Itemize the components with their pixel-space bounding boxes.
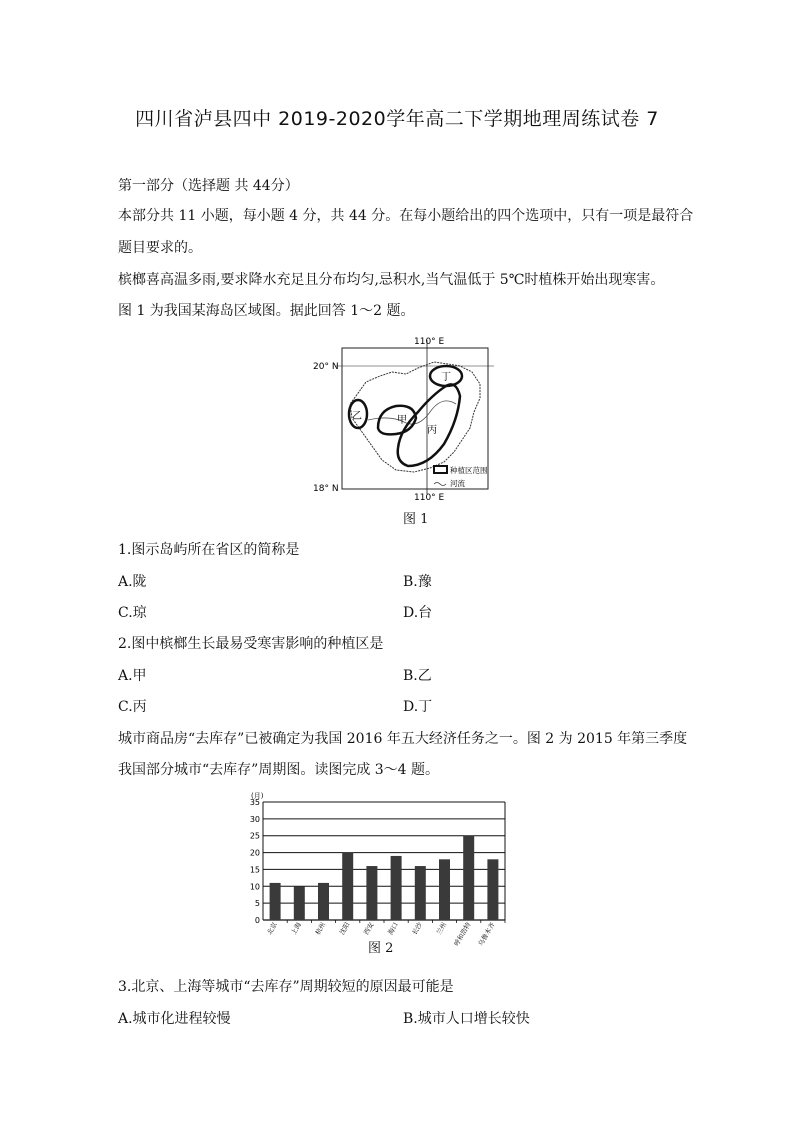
x-category-label: 长沙 — [410, 921, 425, 937]
x-category-label: 上海 — [289, 921, 304, 937]
planting-area-jia — [378, 406, 416, 435]
lat-bottom-label: 18° N — [313, 484, 339, 494]
planting-area-yi — [349, 400, 367, 428]
y-tick-label: 5 — [254, 899, 260, 909]
bar-6 — [391, 856, 402, 920]
y-tick-label: 35 — [249, 798, 260, 807]
y-tick-label: 10 — [249, 882, 260, 892]
region-ding-label: 丁 — [441, 372, 451, 383]
bar-3 — [318, 883, 329, 920]
y-tick-label: 30 — [249, 814, 260, 824]
q1-option-b: B.豫 — [403, 574, 432, 590]
map-frame — [342, 348, 488, 489]
q2-option-a: A.甲 — [118, 668, 147, 684]
island-outline — [350, 362, 480, 472]
lat-top-label: 20° N — [313, 362, 339, 372]
region-bing-label: 丙 — [427, 425, 437, 436]
q2-option-c: C.丙 — [118, 699, 147, 715]
bar-5 — [366, 866, 377, 920]
x-category-label: 呼和浩特 — [452, 921, 473, 948]
passage1-line-1: 槟榔喜高温多雨,要求降水充足且分布均匀,忌积水,当气温低于 5℃时植株开始出现寒害。 — [118, 272, 665, 288]
figure1-caption: 图 1 — [403, 512, 429, 527]
y-axis-unit: (月) — [251, 792, 264, 800]
q1-option-d: D.台 — [403, 605, 433, 621]
region-yi-label: 乙 — [352, 411, 362, 422]
legend-planting-label: 种植区范围 — [450, 466, 488, 475]
x-category-label: 兰州 — [434, 921, 449, 937]
river-line — [368, 401, 456, 424]
figure2-caption: 图 2 — [368, 941, 394, 956]
lon-top-label: 110° E — [414, 337, 445, 347]
x-category-label: 西安 — [362, 921, 376, 937]
y-tick-label: 15 — [249, 865, 260, 875]
instructions-line-2: 题目要求的。 — [118, 240, 202, 256]
region-jia-label: 甲 — [397, 415, 407, 426]
instructions-line-1: 本部分共 11 小题，每小题 4 分，共 44 分。在每小题给出的四个选项中，只有一项是最符合 — [118, 208, 694, 224]
q2-option-b: B.乙 — [403, 668, 432, 684]
q1-option-a: A.陇 — [118, 574, 147, 590]
q1-option-c: C.琼 — [118, 605, 147, 621]
passage2-line-2: 我国部分城市“去库存”周期图。读图完成 3～4 题。 — [118, 762, 440, 778]
bar-8 — [439, 859, 450, 920]
q2-stem: 2.图中槟榔生长最易受寒害影响的种植区是 — [118, 636, 384, 652]
q3-option-a: A.城市化进程较慢 — [118, 1011, 231, 1027]
bar-10 — [487, 859, 498, 920]
planting-area-ding — [430, 366, 462, 386]
legend-planting-swatch — [434, 466, 447, 473]
bar-1 — [270, 883, 281, 920]
bar-4 — [342, 853, 353, 920]
x-category-label: 杭州 — [313, 921, 328, 937]
passage1-line-2: 图 1 为我国某海岛区域图。据此回答 1～2 题。 — [118, 303, 415, 319]
bar-2 — [294, 886, 305, 920]
y-tick-label: 25 — [249, 831, 260, 841]
x-category-label: 乌鲁木齐 — [476, 921, 497, 948]
lon-bottom-label: 110° E — [414, 493, 445, 503]
legend-river-label: 河流 — [450, 479, 465, 488]
q1-stem: 1.图示岛屿所在省区的简称是 — [118, 542, 300, 558]
figure2-bar-chart — [235, 790, 520, 955]
bar-7 — [415, 866, 426, 920]
passage2-line-1: 城市商品房“去库存”已被确定为我国 2016 年五大经济任务之一。图 2 为 2015 年第三季度 — [118, 731, 688, 747]
q3-stem: 3.北京、上海等城市“去库存”周期较短的原因最可能是 — [118, 979, 454, 995]
y-tick-label: 0 — [254, 916, 260, 925]
legend-river-swatch — [434, 483, 446, 486]
x-category-label: 北京 — [265, 921, 279, 937]
x-category-label: 海口 — [386, 921, 400, 937]
y-tick-label: 20 — [249, 848, 260, 858]
bar-9 — [463, 836, 474, 920]
q3-option-b: B.城市人口增长较快 — [403, 1011, 530, 1027]
planting-area-bing — [398, 384, 460, 466]
x-category-label: 沈阳 — [338, 921, 352, 937]
q2-option-d: D.丁 — [403, 699, 433, 715]
section-header: 第一部分（选择题 共 44分） — [118, 178, 299, 194]
page-title: 四川省泸县四中 2019-2020学年高二下学期地理周练试卷 7 — [135, 108, 659, 130]
